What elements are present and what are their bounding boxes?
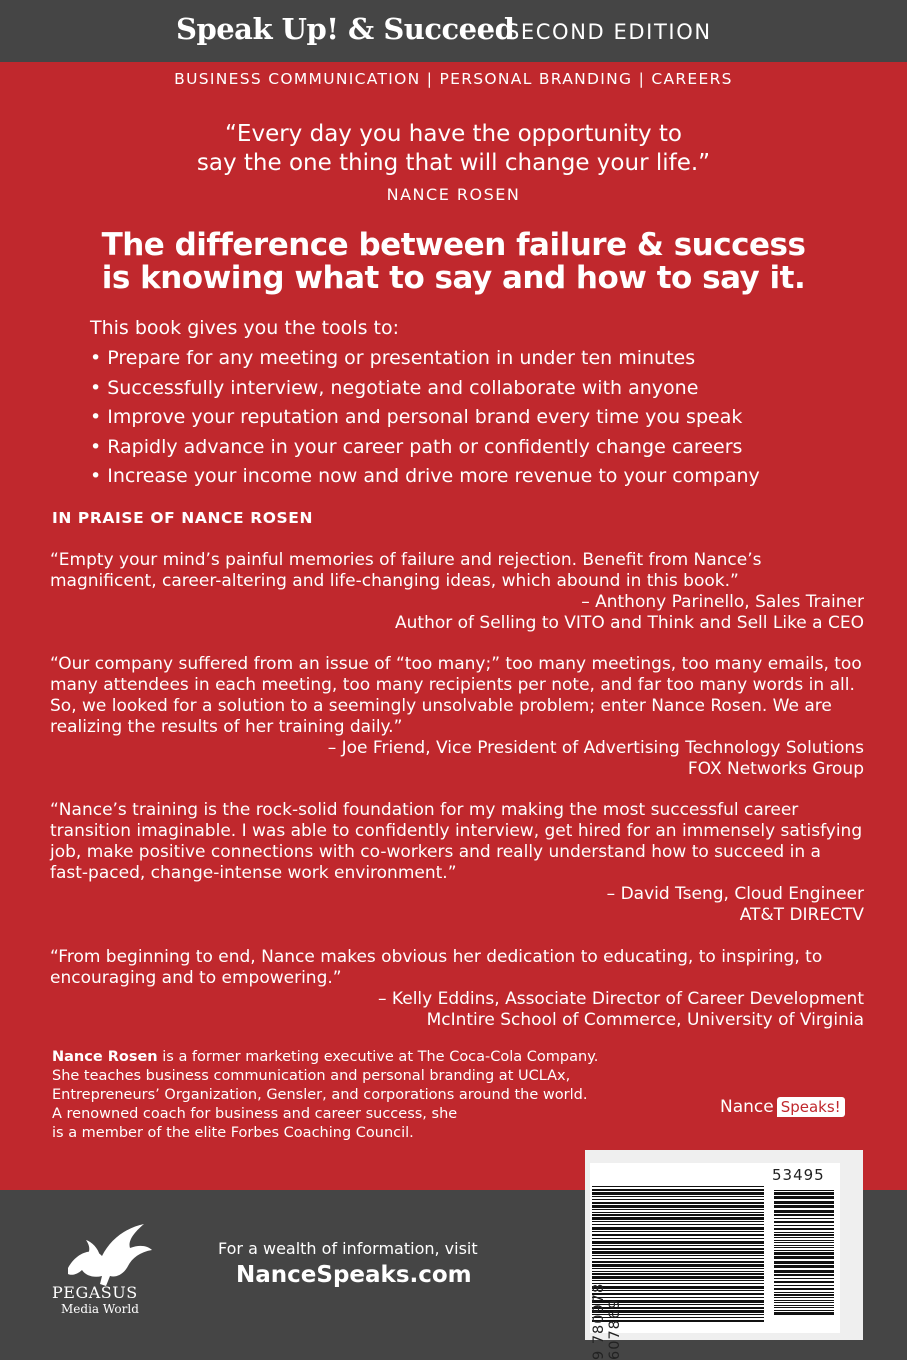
praise-heading: IN PRAISE OF NANCE ROSEN (52, 509, 314, 527)
publisher-name: PEGASUS (52, 1283, 138, 1302)
top-title-bar (0, 0, 907, 62)
category-line: BUSINESS COMMUNICATION | PERSONAL BRANDING | CAREERS (174, 70, 733, 88)
bio-line-1 (52, 1048, 692, 1067)
barcode-bar (592, 1186, 764, 1187)
barcode-supplement-bar (774, 1196, 834, 1199)
barcode-supplement-bar (774, 1221, 834, 1223)
barcode-bar (592, 1214, 764, 1216)
info-line: For a wealth of information, visit (218, 1239, 478, 1258)
barcode-bar (592, 1192, 764, 1195)
tools-list-item: • Prepare for any meeting or presentation in under ten minutes (90, 344, 760, 374)
testimonial-text: “From beginning to end, Nance makes obvious her dedication to educating, to inspiring, to encouraging and to empowering.” (50, 947, 823, 988)
testimonial (50, 800, 864, 926)
barcode-bar (592, 1221, 764, 1222)
barcode-bar (592, 1255, 764, 1256)
testimonial-attribution: – David Tseng, Cloud Engineer (606, 884, 864, 904)
barcode-supplement-bar (774, 1247, 834, 1248)
barcode-supplement-bar (774, 1225, 834, 1226)
barcode-supplement-bar (774, 1234, 834, 1236)
barcode-supplement-bar (774, 1240, 834, 1241)
bio-line-4: A renowned coach for business and career success, she (52, 1106, 458, 1122)
barcode-bar (592, 1261, 764, 1263)
bio-line-1-text: is a former marketing executive at The Coca-Cola Company. (157, 1049, 599, 1065)
barcode-supplement-bar (774, 1232, 834, 1233)
quote-author: NANCE ROSEN (386, 185, 521, 204)
testimonial-attribution-detail: McIntire School of Commerce, University of Virginia (426, 1010, 864, 1030)
barcode-bar (592, 1238, 764, 1239)
tools-list-item: • Rapidly advance in your career path or confidently change careers (90, 433, 760, 463)
testimonial (50, 947, 864, 1031)
testimonial-text: “Empty your mind’s painful memories of failure and rejection. Benefit from Nance’s magnificent, career-altering and life-changing ideas, which abound in this book.” (50, 550, 762, 591)
barcode-bar (592, 1202, 764, 1204)
isbn-number: 9 780978 607869 (591, 1282, 623, 1360)
author-name: Nance Rosen (52, 1049, 158, 1065)
website-url: NanceSpeaks.com (236, 1262, 472, 1288)
barcode-supplement-bar (774, 1265, 834, 1268)
barcode-supplement-bar (774, 1297, 834, 1298)
testimonial-attribution-detail: FOX Networks Group (687, 759, 864, 779)
barcode-supplement-bar (774, 1274, 834, 1276)
tools-intro: This book gives you the tools to: (90, 317, 399, 339)
barcode-bar (592, 1264, 764, 1267)
quote-line-1: “Every day you have the opportunity to (225, 121, 682, 147)
barcode-supplement-bar (774, 1292, 834, 1293)
barcode-bars (592, 1186, 838, 1326)
barcode-supplement-bar (774, 1302, 834, 1303)
barcode-bar (592, 1205, 764, 1208)
nance-speaks-logo (720, 1097, 845, 1117)
testimonial-text: “Nance’s training is the rock-solid foundation for my making the most successful career transition imaginable. I was able to confidently interview, get hired for an immensely satisfying job, make positive connections with co-workers and really understand how to succeed in a fast-paced, change-intense work environment.” (50, 800, 863, 883)
tools-list (90, 344, 760, 492)
barcode-supplement-bar (774, 1210, 834, 1213)
barcode-supplement-bar (774, 1205, 834, 1208)
barcode-supplement-bar (774, 1305, 834, 1306)
barcode-bar (592, 1273, 764, 1275)
barcode-supplement-bar (774, 1278, 834, 1279)
headline-line-2: is knowing what to say and how to say it. (101, 260, 806, 296)
barcode-bar (592, 1271, 764, 1272)
testimonial-attribution-detail: AT&T DIRECTV (739, 905, 864, 925)
barcode-supplement-bar (774, 1261, 834, 1264)
book-title: Speak Up! & Succeed (176, 12, 515, 46)
testimonial (50, 654, 864, 780)
bio-line-3: Entrepreneurs’ Organization, Gensler, and corporations around the world. (52, 1087, 588, 1103)
barcode-bar (592, 1217, 764, 1220)
barcode-supplement-bar (774, 1190, 834, 1191)
barcode-bar (592, 1224, 764, 1225)
barcode-supplement-bar (774, 1245, 834, 1246)
headline-line-1: The difference between failure & success (101, 227, 806, 263)
barcode-bar (592, 1199, 764, 1200)
barcode-bar (592, 1234, 764, 1236)
logo-speech-bubble: Speaks! (777, 1097, 845, 1117)
testimonial-text: “Our company suffered from an issue of “too many;” too many meetings, too many emails, too many attendees in each meeting, too many recipients per note, and far too many words in all. So, we looked for a solution to a seemingly unsolvable problem; enter Nance Rosen. We are realizing the results of her training daily.” (50, 654, 862, 737)
barcode-bar (592, 1227, 764, 1230)
barcode-supplement-bar (774, 1250, 834, 1251)
barcode-supplement-bar (774, 1288, 834, 1290)
barcode-supplement-bar (774, 1242, 834, 1243)
barcode-bar (592, 1231, 764, 1232)
barcode-supplement-bar (774, 1237, 834, 1238)
bio-line-2: She teaches business communication and personal branding at UCLAx, (52, 1068, 571, 1084)
testimonial (50, 550, 864, 634)
barcode-supplement-bar (774, 1307, 834, 1308)
author-bio (52, 1048, 692, 1143)
edition-label: SECOND EDITION (506, 20, 712, 44)
tools-list-item: • Increase your income now and drive more revenue to your company (90, 462, 760, 492)
barcode-supplement-bar (774, 1201, 834, 1204)
barcode-bar (592, 1196, 764, 1197)
testimonial-attribution: – Kelly Eddins, Associate Director of Career Development (378, 989, 864, 1009)
barcode-supplement-bar (774, 1312, 834, 1315)
barcode-bar (592, 1276, 764, 1279)
barcode-supplement-bar (774, 1252, 834, 1255)
barcode-supplement-bar (774, 1285, 834, 1286)
publisher-subtitle: Media World (61, 1302, 139, 1316)
barcode-supplement-bar (774, 1310, 834, 1311)
barcode-supplement-bar (774, 1192, 834, 1195)
testimonial-attribution: – Joe Friend, Vice President of Advertising Technology Solutions (327, 738, 864, 758)
barcode-bar (592, 1209, 764, 1210)
barcode-supplement-bar (774, 1300, 834, 1301)
quote-line-2: say the one thing that will change your life.” (196, 150, 711, 176)
barcode-supplement-bar (774, 1228, 834, 1230)
barcode-bar (592, 1258, 764, 1259)
barcode-supplement-bar (774, 1294, 834, 1296)
barcode-bar (592, 1241, 764, 1244)
tools-list-item: • Improve your reputation and personal brand every time you speak (90, 403, 760, 433)
barcode-bar (592, 1251, 764, 1254)
barcode-bar (592, 1245, 764, 1246)
testimonial-attribution: – Anthony Parinello, Sales Trainer (581, 592, 864, 612)
barcode-bar (592, 1212, 764, 1213)
bio-line-5: is a member of the elite Forbes Coaching Council. (52, 1125, 414, 1141)
barcode-supplement-bar (774, 1270, 834, 1273)
barcode-supplement-number: 53495 (772, 1166, 825, 1184)
tools-list-item: • Successfully interview, negotiate and collaborate with anyone (90, 374, 760, 404)
barcode-bar (592, 1189, 764, 1191)
barcode-supplement-bar (774, 1218, 834, 1219)
barcode-supplement-bar (774, 1214, 834, 1216)
barcode-supplement-bar (774, 1256, 834, 1259)
testimonial-attribution-detail: Author of Selling to VITO and Think and Sell Like a CEO (395, 613, 864, 633)
barcode-bar (592, 1248, 764, 1250)
barcode-bar (592, 1280, 764, 1281)
barcode-supplement-bar (774, 1281, 834, 1283)
barcode-bar (592, 1268, 764, 1269)
logo-name: Nance (720, 1097, 774, 1117)
